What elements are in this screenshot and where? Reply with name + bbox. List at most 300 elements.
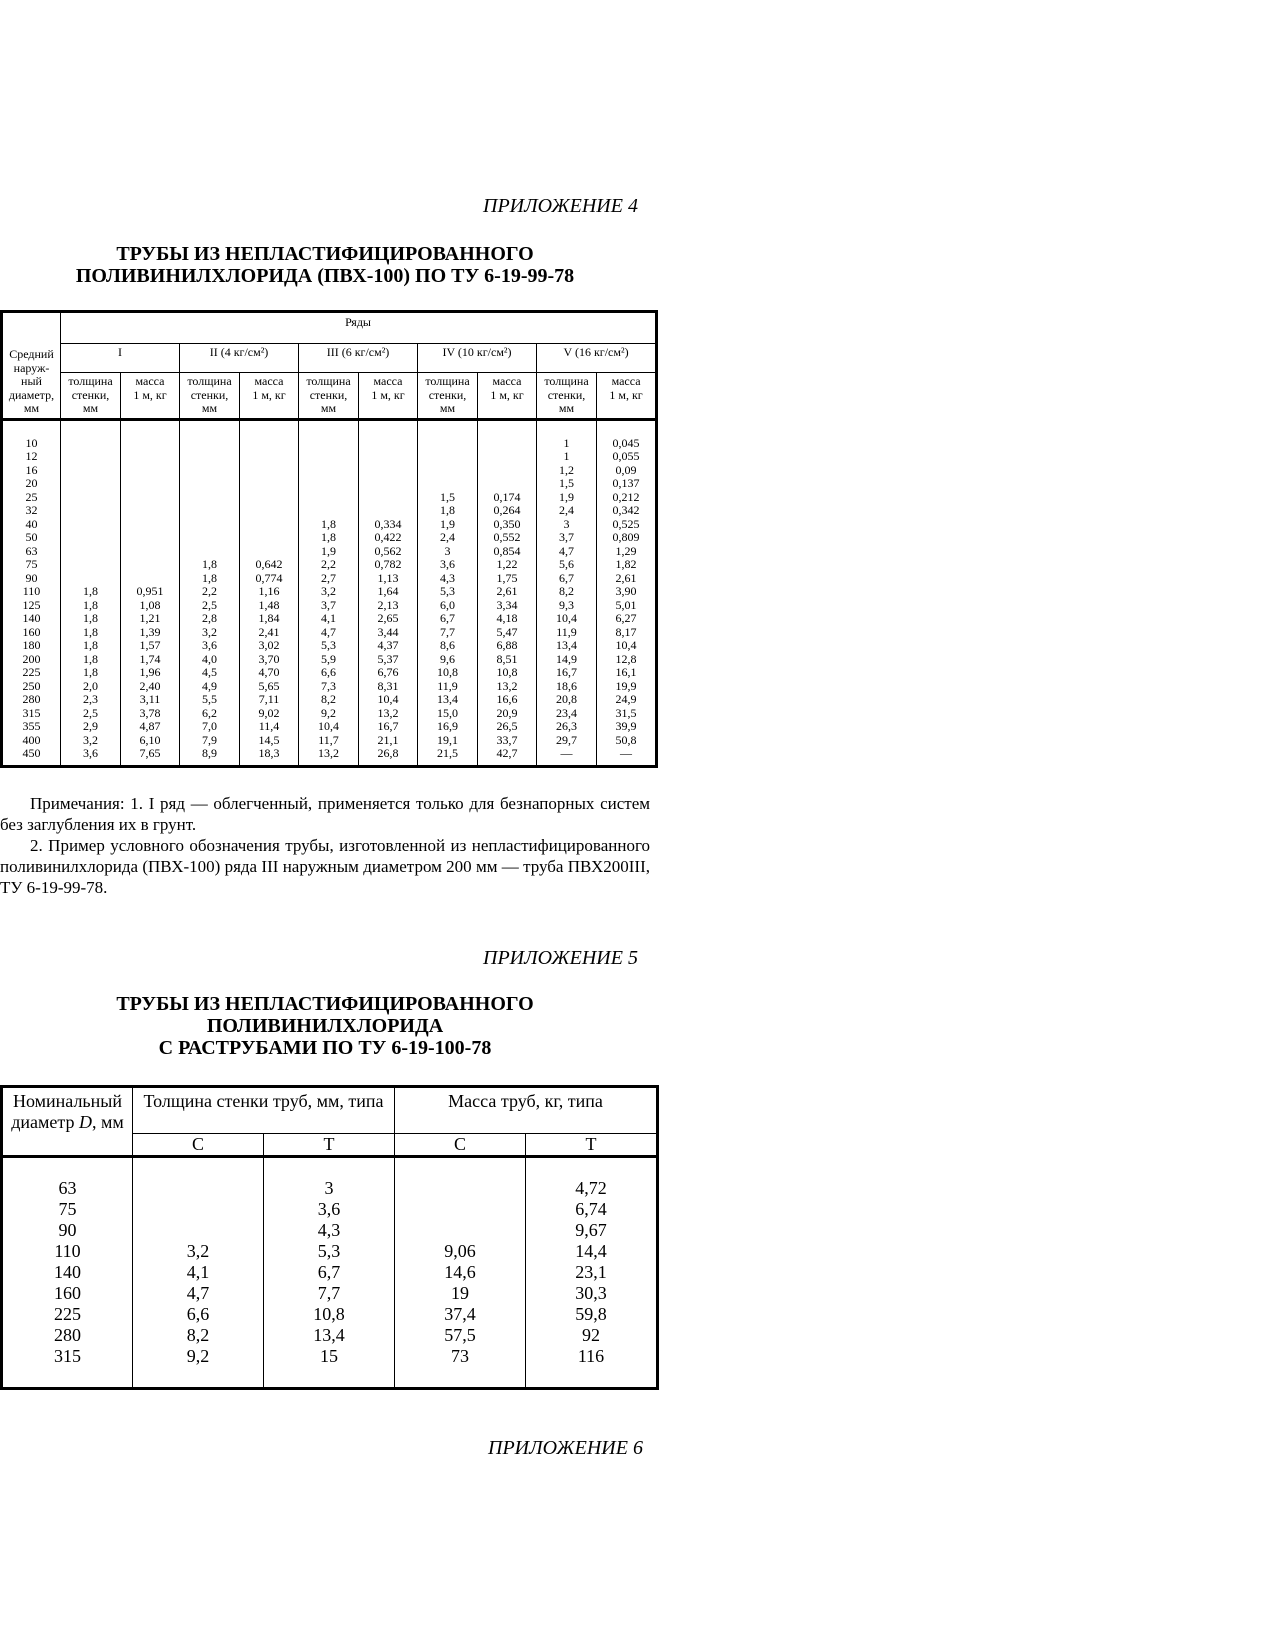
value-cell: 2,7 — [321, 570, 336, 585]
value-cell: 59,8 — [575, 1304, 607, 1324]
value-cell: 6,76 — [377, 665, 399, 679]
thickness-subheader: толщина стенки, мм — [61, 373, 121, 420]
note-1: Примечания: 1. I ряд — облегченный, применяется только для безнапорных систем без заглубления их в грунт. — [0, 794, 650, 834]
title-line: ТРУБЫ ИЗ НЕПЛАСТИФИЦИРОВАННОГО — [116, 993, 534, 1015]
value-cell — [61, 477, 120, 491]
value-cell: 1,96 — [139, 665, 161, 679]
value-cell: 0,562 — [374, 543, 402, 558]
value-cell: 6,10 — [139, 732, 161, 747]
value-cell: 26,5 — [496, 719, 518, 733]
value-cell — [418, 464, 477, 478]
value-cell: 3,2 — [202, 624, 217, 639]
type-header: С — [133, 1134, 264, 1157]
value-cell: 73 — [451, 1346, 469, 1366]
value-cell: 0,350 — [493, 516, 521, 531]
value-cell — [180, 545, 239, 559]
value-cell: 1,8 — [440, 503, 455, 517]
value-cell: 2,9 — [83, 719, 98, 733]
value-cell: 5,47 — [496, 624, 518, 639]
value-cell: 0,525 — [612, 516, 640, 531]
value-cell: 31,5 — [615, 705, 637, 720]
diameter-cell: 315 — [54, 1346, 81, 1366]
value-cell: 10,8 — [496, 665, 518, 679]
value-cell: 116 — [577, 1346, 605, 1366]
value-cell: 7,11 — [258, 692, 280, 706]
value-cell: 1,8 — [83, 665, 98, 679]
value-cell — [180, 464, 239, 478]
value-cell: 2,3 — [83, 692, 98, 706]
value-cell: 1,8 — [83, 597, 98, 612]
value-cell: 26,3 — [556, 719, 577, 733]
value-cell: 1,9 — [440, 516, 455, 531]
value-cell: 6,7 — [317, 1262, 341, 1282]
value-cell: 4,1 — [321, 611, 336, 625]
mass-subheader: масса 1 м, кг — [359, 373, 418, 420]
value-cell: 2,61 — [496, 584, 518, 598]
value-cell: 5,9 — [321, 651, 336, 666]
value-cell: 26,8 — [377, 746, 399, 760]
value-cell: 4,5 — [202, 665, 217, 679]
value-cell — [61, 518, 120, 532]
value-cell — [240, 464, 298, 478]
value-cell: 4,3 — [440, 570, 455, 585]
diameter-cell: 160 — [22, 624, 41, 639]
value-cell: 16,9 — [437, 719, 458, 733]
value-cell: 8,9 — [202, 746, 217, 760]
value-cell — [121, 491, 179, 505]
value-cell: 1,8 — [202, 557, 217, 571]
value-cell — [121, 504, 179, 518]
value-cell: 1,9 — [321, 543, 336, 558]
value-cell: 5,01 — [615, 597, 637, 612]
title-line: ПОЛИВИНИЛХЛОРИДА (ПВХ-100) ПО ТУ 6-19-99-78 — [75, 265, 575, 287]
value-cell: 6,6 — [186, 1304, 210, 1324]
value-cell: 30,3 — [575, 1283, 607, 1303]
value-column — [180, 419, 240, 766]
value-column — [240, 419, 299, 766]
appendix-5-label: ПРИЛОЖЕНИЕ 5 — [483, 947, 638, 969]
value-cell: 1,8 — [321, 516, 336, 531]
value-cell: 7,65 — [139, 746, 161, 760]
appendix-4-title — [0, 243, 650, 287]
value-cell: 1,39 — [139, 624, 161, 639]
value-cell — [240, 477, 298, 491]
diameter-cell: 16 — [25, 462, 38, 477]
value-cell: 6,7 — [440, 611, 455, 625]
value-cell: 23,1 — [575, 1262, 607, 1282]
diameter-cell: 12 — [25, 449, 38, 463]
diameter-cell: 75 — [25, 557, 38, 571]
value-cell: 1,82 — [615, 557, 637, 571]
title-line: ТРУБЫ ИЗ НЕПЛАСТИФИЦИРОВАННОГО — [116, 243, 534, 265]
series-header: IV (10 кг/см²) — [418, 344, 537, 373]
value-cell — [299, 450, 358, 464]
value-cell: 4,0 — [202, 651, 217, 666]
diameter-cell: 140 — [22, 611, 41, 625]
value-cell: 0,951 — [136, 584, 164, 598]
value-cell: 0,642 — [255, 557, 283, 571]
value-cell: 4,7 — [321, 624, 336, 639]
value-cell — [299, 464, 358, 478]
value-cell: 33,7 — [496, 732, 518, 747]
value-cell — [180, 491, 239, 505]
value-cell: 4,1 — [186, 1262, 210, 1282]
value-cell: 12,8 — [615, 651, 637, 666]
value-cell: 1,21 — [139, 611, 161, 625]
value-cell: 1,2 — [559, 462, 574, 477]
value-cell: 21,1 — [377, 732, 399, 747]
value-cell — [180, 518, 239, 532]
diameter-cell: 125 — [22, 597, 41, 612]
value-cell — [133, 1178, 263, 1199]
value-cell: 1,8 — [83, 651, 98, 666]
value-cell: 2,40 — [139, 678, 161, 693]
value-cell: 1,5 — [559, 476, 574, 490]
value-cell — [61, 545, 120, 559]
value-cell: 14,6 — [444, 1262, 476, 1282]
value-cell: 9,2 — [321, 705, 336, 720]
value-cell: 50,8 — [615, 732, 637, 747]
value-cell: 21,5 — [437, 746, 458, 760]
value-cell — [299, 477, 358, 491]
value-cell: 3,02 — [258, 638, 280, 652]
value-cell: 7,3 — [321, 678, 336, 693]
value-cell: 6,2 — [202, 705, 217, 720]
value-cell: 10,8 — [437, 665, 458, 679]
value-cell: 8,2 — [321, 692, 336, 706]
notes — [0, 793, 650, 898]
value-cell: 2,2 — [202, 584, 217, 598]
value-cell: 0,055 — [612, 449, 640, 463]
value-cell: 0,174 — [493, 489, 521, 504]
series-header: II (4 кг/см²) — [180, 344, 299, 373]
value-cell: 10,4 — [615, 638, 637, 652]
value-cell: 13,4 — [313, 1325, 345, 1345]
value-cell: 7,7 — [440, 624, 455, 639]
value-cell: 2,61 — [615, 570, 637, 585]
value-cell: 5,65 — [258, 678, 280, 693]
value-cell: 3,2 — [321, 584, 336, 598]
mass-subheader: масса 1 м, кг — [597, 373, 657, 420]
value-cell: 2,2 — [321, 557, 336, 571]
type-header: Т — [526, 1134, 658, 1157]
value-cell: 5,37 — [377, 651, 399, 666]
value-cell — [359, 491, 417, 505]
mass-subheader: масса 1 м, кг — [478, 373, 537, 420]
value-cell — [359, 450, 417, 464]
value-cell: 1,16 — [258, 584, 280, 598]
note-2: 2. Пример условного обозначения трубы, изготовленной из непластифицированного поливинилхлорида (ПВХ-100) ряда III наружным диаметром 200 мм — труба ПВХ200III, ТУ 6-19-99-78. — [0, 836, 650, 897]
value-cell — [359, 437, 417, 451]
diameter-cell: 90 — [25, 570, 38, 585]
diameter-cell: 225 — [54, 1304, 81, 1324]
value-cell: 1,8 — [202, 570, 217, 585]
value-cell — [478, 437, 536, 451]
value-cell: 3,6 — [317, 1199, 341, 1219]
appendix-5-title — [0, 993, 650, 1059]
value-cell: 19 — [451, 1283, 469, 1303]
value-cell — [180, 504, 239, 518]
value-cell — [240, 531, 298, 545]
appendix-4-label: ПРИЛОЖЕНИЕ 4 — [483, 195, 638, 217]
value-cell: 3,34 — [496, 597, 518, 612]
type-header: С — [395, 1134, 526, 1157]
diameter-header: Средний наруж- ный диаметр, мм — [2, 312, 61, 420]
value-cell: 7,0 — [202, 719, 217, 733]
value-cell: 20,9 — [496, 705, 518, 720]
value-cell: 16,7 — [556, 665, 577, 679]
value-cell: 13,4 — [437, 692, 458, 706]
thickness-subheader: толщина стенки, мм — [537, 373, 597, 420]
value-column — [537, 419, 597, 766]
value-cell: 1,8 — [321, 530, 336, 544]
diameter-cell: 63 — [25, 543, 38, 558]
diameter-cell: 200 — [22, 651, 41, 666]
value-cell: 1,8 — [83, 584, 98, 598]
value-cell: 1,75 — [496, 570, 518, 585]
value-cell: 13,2 — [496, 678, 518, 693]
value-cell: 1,8 — [83, 638, 98, 652]
value-column — [264, 1157, 395, 1389]
value-column — [597, 419, 657, 766]
value-cell — [121, 464, 179, 478]
value-cell: 23,4 — [556, 705, 577, 720]
diameter-cell: 20 — [25, 476, 38, 490]
value-cell: 2,4 — [559, 503, 574, 517]
diameter-cell: 50 — [25, 530, 38, 544]
mass-header: Масса труб, кг, типа — [395, 1087, 658, 1134]
value-cell: 2,8 — [202, 611, 217, 625]
value-cell — [180, 437, 239, 451]
thickness-subheader: толщина стенки, мм — [180, 373, 240, 420]
value-cell — [478, 450, 536, 464]
value-cell: 15,0 — [437, 705, 458, 720]
value-cell — [240, 450, 298, 464]
diameter-cell: 110 — [54, 1241, 81, 1261]
value-cell: 0,342 — [612, 503, 640, 517]
value-cell: 11,4 — [258, 719, 280, 733]
value-cell: 0,264 — [493, 503, 521, 517]
value-cell — [121, 572, 179, 586]
value-cell: 0,334 — [374, 516, 402, 531]
value-cell: 16,7 — [377, 719, 399, 733]
value-cell — [359, 464, 417, 478]
value-column — [359, 419, 418, 766]
value-cell — [61, 437, 120, 451]
value-cell: 9,67 — [575, 1220, 607, 1240]
diameter-cell: 10 — [25, 435, 38, 450]
diameter-cell: 250 — [22, 678, 41, 693]
series-header: III (6 кг/см²) — [299, 344, 418, 373]
value-column — [121, 419, 180, 766]
value-cell: 2,4 — [440, 530, 455, 544]
value-cell: 19,9 — [615, 678, 637, 693]
value-column — [133, 1157, 264, 1389]
value-cell — [395, 1199, 525, 1220]
rows-header: Ряды — [61, 312, 657, 344]
value-cell: 4,37 — [377, 638, 399, 652]
value-cell: 6,0 — [440, 597, 455, 612]
value-cell — [359, 504, 417, 518]
diameter-cell: 400 — [22, 732, 41, 747]
value-cell: 1,84 — [258, 611, 280, 625]
value-cell: — — [560, 746, 573, 760]
value-cell: 16,6 — [496, 692, 518, 706]
value-cell: 13,2 — [377, 705, 399, 720]
value-cell: 39,9 — [615, 719, 637, 733]
value-cell: 4,18 — [496, 611, 518, 625]
value-cell: 4,7 — [559, 543, 574, 558]
diameter-cell: 180 — [22, 638, 41, 652]
value-cell: 3,2 — [186, 1241, 210, 1261]
value-cell: 1,64 — [377, 584, 399, 598]
value-cell: 11,9 — [556, 624, 577, 639]
value-cell: 8,31 — [377, 678, 399, 693]
value-cell: 4,9 — [202, 678, 217, 693]
value-cell — [61, 491, 120, 505]
value-cell: 1,29 — [615, 543, 637, 558]
value-cell: 11,7 — [318, 732, 339, 747]
value-cell: 1,57 — [139, 638, 161, 652]
value-cell — [61, 450, 120, 464]
value-cell — [121, 518, 179, 532]
diameter-cell: 63 — [58, 1178, 77, 1198]
value-cell: 2,0 — [83, 678, 98, 693]
value-cell — [418, 477, 477, 491]
value-cell — [61, 558, 120, 572]
diameter-cell: 25 — [25, 489, 38, 504]
value-cell: 6,6 — [321, 665, 336, 679]
value-cell: 4,72 — [575, 1178, 607, 1198]
mass-subheader: масса 1 м, кг — [121, 373, 180, 420]
value-cell: 1,48 — [258, 597, 280, 612]
diameter-cell: 280 — [54, 1325, 81, 1345]
value-cell: 6,27 — [615, 611, 637, 625]
value-cell — [240, 491, 298, 505]
value-cell: 13,2 — [318, 746, 339, 760]
value-cell: 10,4 — [377, 692, 399, 706]
value-cell: 6,74 — [575, 1199, 607, 1219]
diameter-cell: 160 — [54, 1283, 81, 1303]
diameter-cell: 140 — [54, 1262, 81, 1282]
value-cell: 1,22 — [496, 557, 518, 571]
value-cell: 3,44 — [377, 624, 399, 639]
value-cell: 9,3 — [559, 597, 574, 612]
value-cell: 4,87 — [139, 719, 161, 733]
value-cell — [121, 531, 179, 545]
value-cell: 8,2 — [186, 1325, 210, 1345]
value-column — [526, 1157, 658, 1389]
value-cell — [180, 531, 239, 545]
value-cell: 2,5 — [202, 597, 217, 612]
value-cell: 10,8 — [313, 1304, 345, 1324]
value-cell: 1,8 — [83, 611, 98, 625]
value-cell — [240, 545, 298, 559]
value-cell: 7,9 — [202, 732, 217, 747]
value-cell: 1 — [563, 449, 570, 463]
value-cell: 5,6 — [559, 557, 574, 571]
diameter-cell: 355 — [22, 719, 41, 733]
value-cell: 1,8 — [83, 624, 98, 639]
value-column — [418, 419, 478, 766]
value-cell: 0,809 — [612, 530, 640, 544]
thickness-subheader: толщина стенки, мм — [299, 373, 359, 420]
value-column — [478, 419, 537, 766]
diameter-column — [2, 1157, 133, 1389]
value-cell: 0,212 — [612, 489, 640, 504]
value-cell: 1,74 — [139, 651, 161, 666]
value-cell: 14,9 — [556, 651, 577, 666]
value-cell — [61, 504, 120, 518]
diameter-cell: 450 — [22, 746, 41, 760]
value-cell: 8,6 — [440, 638, 455, 652]
value-column — [61, 419, 121, 766]
value-cell: 0,854 — [493, 543, 521, 558]
value-cell — [478, 477, 536, 491]
value-cell: 6,88 — [496, 638, 518, 652]
value-cell — [418, 437, 477, 451]
value-cell: 18,6 — [556, 678, 577, 693]
value-cell — [180, 477, 239, 491]
value-cell — [359, 477, 417, 491]
value-cell: 3,6 — [83, 746, 98, 760]
value-cell — [240, 504, 298, 518]
value-cell — [240, 437, 298, 451]
value-cell: 6,7 — [559, 570, 574, 585]
value-cell — [240, 518, 298, 532]
value-cell — [61, 531, 120, 545]
value-cell — [395, 1220, 525, 1241]
value-cell: 2,13 — [377, 597, 399, 612]
value-cell: 3,7 — [321, 597, 336, 612]
value-cell: 0,552 — [493, 530, 521, 544]
value-cell — [61, 464, 120, 478]
value-cell — [478, 464, 536, 478]
value-cell: 10,4 — [556, 611, 577, 625]
value-cell — [418, 450, 477, 464]
value-cell: 14,5 — [258, 732, 280, 747]
pvc100-pipes-table — [0, 310, 658, 768]
title-line: С РАСТРУБАМИ ПО ТУ 6-19-100-78 — [158, 1037, 492, 1059]
value-cell: 3 — [444, 543, 451, 558]
value-cell: 3,2 — [83, 732, 98, 747]
value-cell: 14,4 — [575, 1241, 607, 1261]
title-line: ПОЛИВИНИЛХЛОРИДА — [206, 1015, 444, 1037]
value-cell: 0,137 — [612, 476, 640, 490]
value-cell: 0,09 — [615, 462, 637, 477]
value-cell: 0,782 — [374, 557, 402, 571]
thickness-subheader: толщина стенки, мм — [418, 373, 478, 420]
value-cell: 5,3 — [440, 584, 455, 598]
value-cell: 2,41 — [258, 624, 280, 639]
value-cell: 15 — [320, 1346, 338, 1366]
value-cell — [121, 437, 179, 451]
nominal-diameter-header: Номинальный диаметр D, мм — [2, 1087, 133, 1157]
diameter-cell: 315 — [22, 705, 41, 720]
diameter-cell: 32 — [25, 503, 38, 517]
diameter-cell: 280 — [22, 692, 41, 706]
value-cell: 92 — [582, 1325, 600, 1345]
value-cell — [180, 450, 239, 464]
diameter-cell: 225 — [22, 665, 41, 679]
diameter-cell: 110 — [22, 584, 41, 598]
value-cell: 4,7 — [186, 1283, 210, 1303]
socket-pipes-table — [0, 1085, 659, 1390]
value-cell — [133, 1199, 263, 1220]
value-cell: 2,5 — [83, 705, 98, 720]
value-cell: 4,70 — [258, 665, 280, 679]
thickness-header: Толщина стенки труб, мм, типа — [133, 1087, 395, 1134]
